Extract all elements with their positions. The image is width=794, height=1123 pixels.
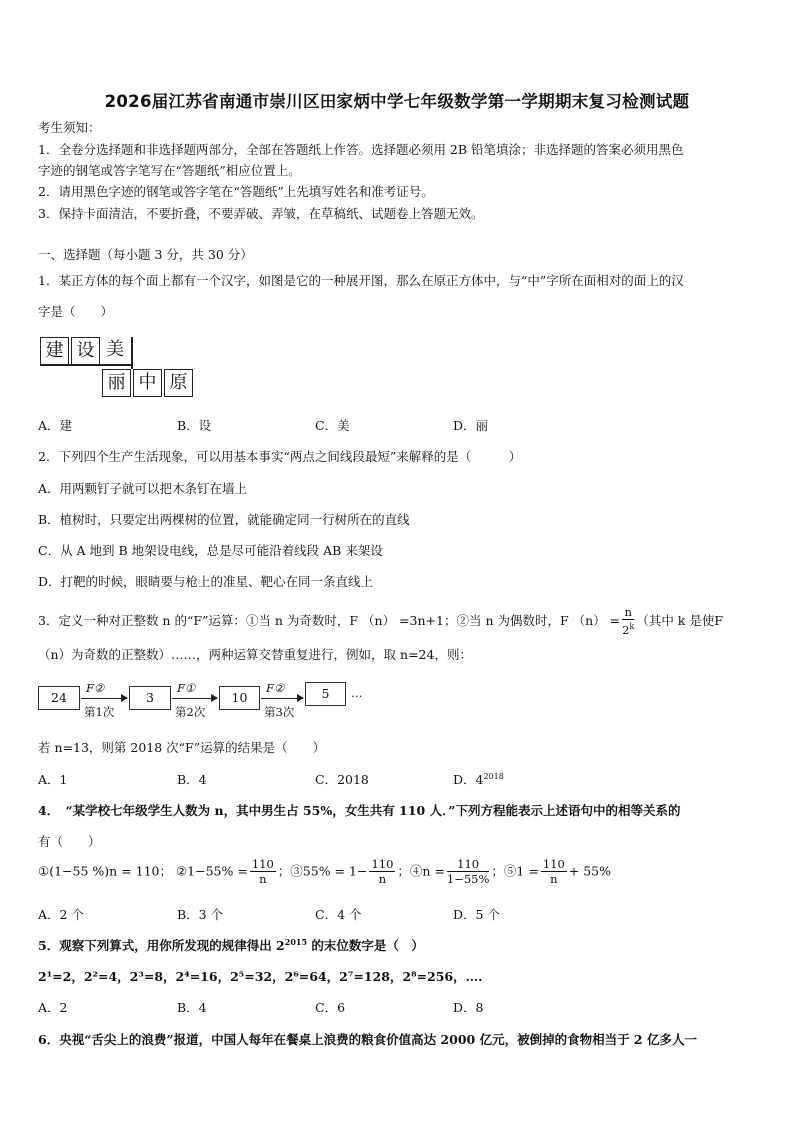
q3-option-a[interactable]: A．1 <box>38 772 68 787</box>
q3-stem-cont: （n）为奇数的正整数）……，两种运算交替重复进行，例如，取 n=24，则： <box>38 647 472 662</box>
flow-box: 3 <box>129 686 171 710</box>
q1-option-c[interactable]: C．美 <box>315 418 350 433</box>
net-cell: 设 <box>71 337 100 365</box>
q4-frac <box>541 858 567 886</box>
q5-stem-a: 5．观察下列算式，用你所发现的规律得出 2 <box>38 938 285 953</box>
flow-op: F① <box>177 681 196 695</box>
flow-step: 第3次 <box>264 705 295 719</box>
frac-den: 1−55% <box>446 872 490 886</box>
q4-eq1: ①(1−55 %)n = 110； <box>38 863 172 879</box>
notice-item-1: 1．全卷分选择题和非选择题两部分，全部在答题纸上作答。选择题必须用 2B 铅笔填涂；非选择题的答案必须用黑色 <box>38 142 684 157</box>
q5-option-a[interactable]: A．2 <box>38 1000 68 1015</box>
q2-stem: 2．下列四个生产生活现象，可以用基本事实“两点之间线段最短”来解释的是（ ） <box>38 449 522 464</box>
q2-option-a[interactable]: A．用两颗钉子就可以把木条钉在墙上 <box>38 481 248 496</box>
q3-stem-part2: （其中 k 是使F <box>636 612 724 628</box>
q4-stem: 4． “某学校七年级学生人数为 n，其中男生占 55%，女生共有 110 人．”下列方程能表示上述语句中的相等关系的 <box>38 803 681 818</box>
q5-powers: 2¹=2，2²=4，2³=8，2⁴=16，2⁵=32，2⁶=64，2⁷=128，2⁸=256，…. <box>38 969 483 984</box>
flow-op: F② <box>86 681 105 695</box>
q1-option-a[interactable]: A．建 <box>38 418 73 433</box>
q3-option-d[interactable] <box>453 770 504 788</box>
q3-question: 若 n=13，则第 2018 次“F”运算的结果是（ ） <box>38 740 326 755</box>
notice-item-1-cont: 字迹的钢笔或答字笔写在“答题纸”相应位置上。 <box>38 163 301 178</box>
notice-item-2: 2．请用黑色字迹的钢笔或答字笔在“答题纸”上先填写姓名和准考证号。 <box>38 184 434 199</box>
frac-num: 110 <box>371 857 394 871</box>
q2-option-b[interactable]: B．植树时，只要定出两棵树的位置，就能确定同一行树所在的直线 <box>38 512 410 527</box>
q3-frac-den: 2 <box>622 622 630 637</box>
q1-option-b[interactable]: B．设 <box>177 418 212 433</box>
q5-option-d[interactable]: D．8 <box>453 1000 484 1015</box>
net-cell: 美 <box>106 339 124 360</box>
frac-num: 110 <box>251 857 274 871</box>
flow-box: 5 <box>305 682 346 706</box>
q1-stem-cont: 字是（ ） <box>38 304 114 319</box>
q3-option-b[interactable]: B．4 <box>177 772 207 787</box>
flow-box: 10 <box>219 686 260 710</box>
exam-title: 2026届江苏省南通市崇川区田家炳中学七年级数学第一学期期末复习检测试题 <box>104 92 690 111</box>
q5-option-b[interactable]: B．4 <box>177 1000 207 1015</box>
q3-flow-diagram <box>38 676 368 722</box>
flow-arrow <box>81 698 127 699</box>
net-cell: 丽 <box>102 369 131 397</box>
q5-option-c[interactable]: C．6 <box>315 1000 346 1015</box>
notice-heading: 考生须知： <box>38 120 101 135</box>
q1-stem: 1．某正方体的每个面上都有一个汉字，如图是它的一种展开图，那么在原正方体中，与“中”字所在面相对的面上的汉 <box>38 273 684 288</box>
q4-frac <box>250 858 276 886</box>
notice-item-3: 3．保持卡面清洁，不要折叠，不要弄破、弄皱，在草稿纸、试题卷上答题无效。 <box>38 206 484 221</box>
section-heading: 一、选择题（每小题 3 分，共 30 分） <box>38 247 253 262</box>
q3-option-c[interactable]: C．2018 <box>315 772 369 787</box>
flow-arrow <box>261 698 303 699</box>
q4-eq5: ；⑤1 = <box>491 863 539 879</box>
flow-op: F② <box>266 681 285 695</box>
flow-arrow <box>172 698 217 699</box>
q4-eq2: ②1−55% = <box>175 863 248 879</box>
frac-den: n <box>259 872 267 886</box>
q3-option-d-base: D．4 <box>453 772 484 787</box>
q5-stem-exp: 2015 <box>284 936 308 947</box>
q1-option-d[interactable]: D．丽 <box>453 418 489 433</box>
q4-option-d[interactable]: D．5 个 <box>453 907 500 922</box>
q4-stem-cont: 有（ ） <box>38 834 101 849</box>
frac-den: n <box>550 872 558 886</box>
flow-step: 第2次 <box>175 705 206 719</box>
q3-fraction <box>622 606 634 637</box>
q3-frac-exp: k <box>629 622 635 631</box>
q2-option-c[interactable]: C．从 A 地到 B 地架设电线，总是尽可能沿着线段 AB 来架设 <box>38 543 383 558</box>
flow-step: 第1次 <box>84 705 115 719</box>
q4-equations <box>38 858 611 886</box>
net-cell: 原 <box>164 369 193 397</box>
q3-frac-num: n <box>622 606 634 620</box>
q6-stem: 6．央视“舌尖上的浪费”报道，中国人每年在餐桌上浪费的粮食价值高达 2000 亿元，被倒掉的食物相当于 2 亿多人一 <box>38 1032 697 1047</box>
q4-option-a[interactable]: A．2 个 <box>38 907 84 922</box>
frac-den: n <box>378 872 387 886</box>
q4-option-b[interactable]: B．3 个 <box>177 907 224 922</box>
q4-option-c[interactable]: C．4 个 <box>315 907 362 922</box>
q3-option-d-exp: 2018 <box>483 771 504 781</box>
q5-stem-b: 的末位数字是（ ） <box>307 938 424 953</box>
q5-stem <box>38 936 424 954</box>
q4-eq3: ；③55% = 1− <box>277 863 368 879</box>
net-cell: 建 <box>40 337 69 365</box>
q4-eq4: ；④n = <box>397 863 445 879</box>
q2-option-d[interactable]: D．打靶的时候，眼睛要与枪上的准星、靶心在同一条直线上 <box>38 574 374 589</box>
frac-num: 110 <box>542 857 565 871</box>
frac-num: 110 <box>447 858 490 872</box>
q4-frac <box>369 858 395 886</box>
flow-box: 24 <box>38 686 80 710</box>
q3-stem-part1: 3．定义一种对正整数 n 的“F”运算：①当 n 为奇数时，F （n） =3n+1；②当 n 为偶数时，F （n） = <box>38 612 621 628</box>
q3-stem <box>38 606 723 637</box>
flow-ellipsis: … <box>351 686 363 700</box>
q4-eq5-tail: + 55% <box>568 863 611 879</box>
net-cell: 中 <box>133 369 162 397</box>
q4-frac <box>447 858 490 886</box>
